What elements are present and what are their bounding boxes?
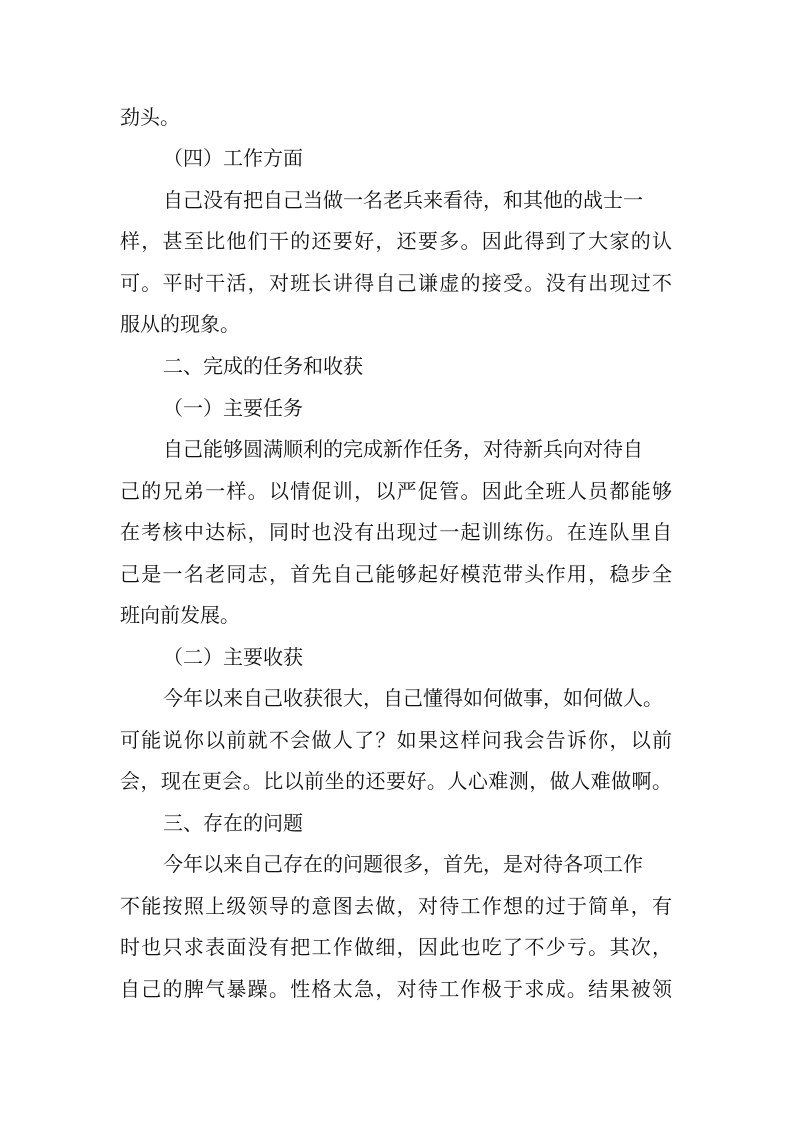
paragraph-line: 自己没有把自己当做一名老兵来看待，和其他的战士一	[163, 188, 643, 212]
paragraph-line: 自己能够圆满顺利的完成新作任务，对待新兵向对待自	[163, 437, 643, 461]
section-heading: （二）主要收获	[163, 645, 303, 669]
paragraph-line: 样，甚至比他们干的还要好，还要多。因此得到了大家的认	[120, 229, 672, 253]
paragraph-line: 会，现在更会。比以前坐的还要好。人心难测，做人难做啊。	[120, 769, 672, 793]
paragraph-line: 劲头。	[120, 105, 180, 129]
paragraph-line: 可能说你以前就不会做人了？如果这样问我会告诉你，以前	[120, 728, 672, 752]
paragraph-line: 班向前发展。	[120, 603, 240, 627]
paragraph-line: 服从的现象。	[120, 312, 240, 336]
paragraph-line: 今年以来自己存在的问题很多，首先，是对待各项工作	[163, 852, 643, 876]
paragraph-line: 今年以来自己收获很大，自己懂得如何做事，如何做人。	[163, 686, 663, 710]
paragraph-line: 时也只求表面没有把工作做细，因此也吃了不少亏。其次，	[120, 935, 672, 959]
section-heading: 二、完成的任务和收获	[163, 354, 363, 378]
section-heading: （一）主要任务	[163, 396, 303, 420]
section-heading: 三、存在的问题	[163, 811, 303, 835]
paragraph-line: 自己的脾气暴躁。性格太急，对待工作极于求成。结果被领	[120, 977, 672, 1001]
section-heading: （四）工作方面	[163, 146, 303, 170]
paragraph-line: 可。平时干活，对班长讲得自己谦虚的接受。没有出现过不	[120, 271, 672, 295]
paragraph-line: 己的兄弟一样。以情促训，以严促管。因此全班人员都能够	[120, 479, 672, 503]
paragraph-line: 在考核中达标，同时也没有出现过一起训练伤。在连队里自	[120, 520, 672, 544]
paragraph-line: 不能按照上级领导的意图去做，对待工作想的过于简单，有	[120, 894, 672, 918]
paragraph-line: 己是一名老同志，首先自己能够起好模范带头作用，稳步全	[120, 562, 672, 586]
